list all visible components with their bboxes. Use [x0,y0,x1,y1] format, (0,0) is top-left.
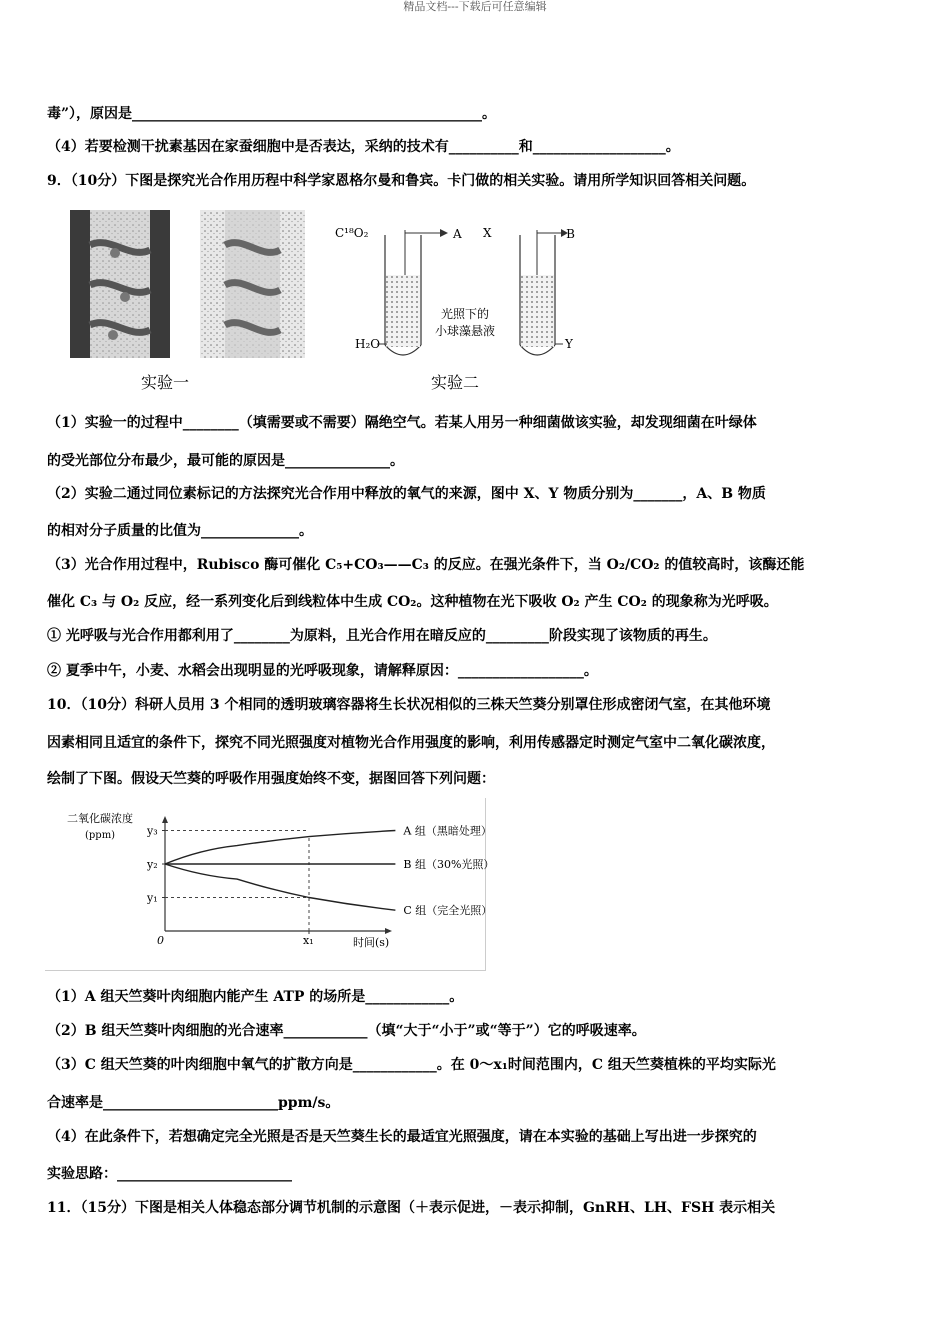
experiment-1-image-light [200,210,305,358]
tube1-output-label: A [453,227,462,241]
tube2-water-label: Y [565,337,573,351]
x-axis-label: 时间(s) [353,936,390,949]
text-line: （3）光合作用过程中，Rubisco 酶可催化 C₅+CO₃——C₃ 的反应。在强光条件下，当 O₂/CO₂ 的值较高时，该酶还能 [47,557,805,573]
text-line: （1）实验一的过程中________（填需要或不需要）隔绝空气。若某人用另一种细菌做该实验，却发现细菌在叶绿体 [47,415,757,431]
origin-label: 0 [157,934,164,947]
series-label: A 组（黑暗处理） [403,824,492,838]
text-line: （2）B 组天竺葵叶肉细胞的光合速率____________（填“大于“小于”或“等于”）它的呼吸速率。 [47,1023,646,1039]
suspension-label-1: 光照下的 [440,307,490,321]
text-line: （4）在此条件下，若想确定完全光照是否是天竺葵生长的最适宜光照强度，请在本实验的基础上写出进一步探究的 [47,1129,757,1145]
y-tick-label: y₃ [147,824,158,838]
text-line: ② 夏季中午，小麦、水稻会出现明显的光呼吸现象，请解释原因：__________________。 [47,663,598,679]
x-axis-arrow [385,928,392,934]
page-header: 精品文档---下载后可任意编辑 [403,0,547,13]
question-10-title: 10．（10分）科研人员用 3 个相同的透明玻璃容器将生长状况相似的三株天竺葵分别罩住形成密闭气室，在其他环境 [47,697,771,713]
series-label: C 组（完全光照） [403,904,493,918]
y-axis-arrow [162,816,168,823]
text-line: （1）A 组天竺葵叶肉细胞内能产生 ATP 的场所是____________。 [47,989,464,1005]
text-line: （3）C 组天竺葵的叶肉细胞中氧气的扩散方向是____________。在 0～x₁时间范围内，C 组天竺葵植株的平均实际光 [47,1057,776,1073]
series-line [165,831,395,865]
text-line: （2）实验二通过同位素标记的方法探究光合作用中释放的氧气的来源，图中 X、Y 物质分别为_______，A、B 物质 [47,486,766,502]
x-tick-label: x₁ [303,934,314,947]
y-tick-label: y₂ [147,858,158,871]
question-11-title: 11．（15分）下图是相关人体稳态部分调节机制的示意图（＋表示促进，－表示抑制，GnRH、LH、FSH 表示相关 [47,1200,776,1216]
test-tube-2 [483,226,575,355]
y-axis-unit: (ppm) [85,830,116,841]
experiment-1-label: 实验一 [140,373,190,392]
text-line: （4）若要检测干扰素基因在家蚕细胞中是否表达，采纳的技术有__________和___________________。 [47,139,680,155]
series-line [165,864,395,910]
text-line: 的相对分子质量的比值为______________。 [47,523,313,539]
text-line: 实验思路：_________________________ [47,1166,292,1182]
text-line: 因素相同且适宜的条件下，探究不同光照强度对植物光合作用强度的影响，利用传感器定时测定气室中二氧化碳浓度， [47,735,775,751]
tube2-input-label: X [483,226,492,240]
tube1-input-label: C¹⁸O₂ [335,226,369,240]
experiment-2-label: 实验二 [430,373,480,392]
question-9-title: 9．（10分）下图是探究光合作用历程中科学家恩格尔曼和鲁宾。卡门做的相关实验。请用所学知识回答相关问题。 [47,173,756,189]
suspension-label-2: 小球藻悬液 [434,324,496,338]
tube1-water-label: H₂O [355,337,381,351]
y-axis-label: 二氧化碳浓度 [67,812,133,825]
tube2-output-label: B [566,227,575,241]
text-line: 毒”），原因是__________________________________________________。 [47,106,497,122]
text-line: 催化 C₃ 与 O₂ 反应，经一系列变化后到线粒体中生成 CO₂。这种植物在光下吸收 O₂ 产生 CO₂ 的现象称为光呼吸。 [47,594,778,610]
text-line: 绘制了下图。假设天竺葵的呼吸作用强度始终不变，据图回答下列问题： [47,771,495,787]
text-line: 的受光部位分布最少，最可能的原因是_______________。 [47,453,404,469]
experiment-1-image-dark [70,210,170,358]
text-line: 合速率是_________________________ppm/s。 [47,1095,340,1111]
text-line: ① 光呼吸与光合作用都利用了________为原料，且光合作用在暗反应的_________阶段实现了该物质的再生。 [47,628,717,644]
series-label: B 组（30%光照） [403,858,495,871]
y-tick-label: y₁ [147,891,158,905]
co2-chart [45,798,495,971]
experiment-figure [65,205,575,400]
